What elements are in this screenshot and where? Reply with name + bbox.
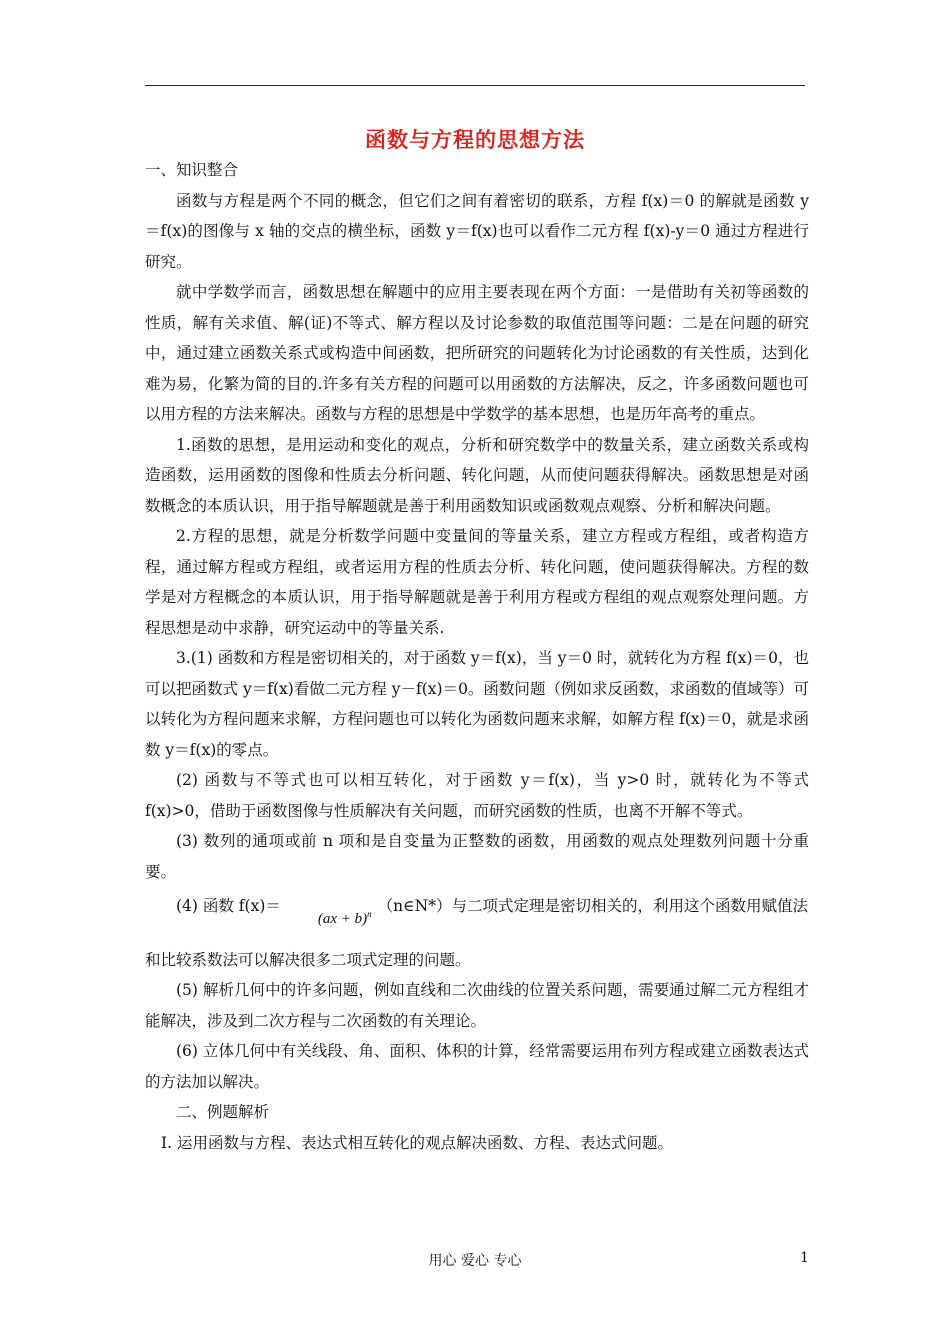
paragraph-10: (6) 立体几何中有关线段、角、面积、体积的计算，经常需要运用布列方程或建立函数表达式的方法加以解决。 [145,1042,809,1091]
paragraph-3: 1.函数的思想，是用运动和变化的观点，分析和研究数学中的数量关系，建立函数关系或构造函数，运用函数的图像和性质去分析问题、转化问题，从而使问题获得解决。函数思想是对函数概念的本质认识，用于指导解题就是善于利用函数知识或函数观点观察、分析和解决问题。 [145,435,809,515]
paragraph-8-lead: (4) 函数 f(x)＝ [176,897,281,915]
document-body [145,155,809,1158]
paragraph-8 [145,887,809,927]
paragraph-5: 3.(1) 函数和方程是密切相关的，对于函数 y＝f(x)，当 y＝0 时，就转化为方程 f(x)＝0，也可以把函数式 y＝f(x)看做二元方程 y－f(x)＝0。函数问题（例如求反函数，求函数的值域等）可以转化为方程问题来求解，方程问题也可以转化为函数问题来求解，如解方程 f(x)＝0，就是求函数 y＝f(x)的零点。 [145,649,809,759]
paragraph-6: (2) 函数与不等式也可以相互转化，对于函数 y＝f(x)，当 y>0 时，就转化为不等式 f(x)>0，借助于函数图像与性质解决有关问题，而研究函数的性质，也离不开解不等式。 [145,771,809,820]
paragraph-8-continued: 和比较系数法可以解决很多二项式定理的问题。 [145,950,471,969]
section-heading-1: 一、知识整合 [145,161,239,179]
paragraph-9: (5) 解析几何中的许多问题，例如直线和二次曲线的位置关系问题，需要通过解二元方程组才能解决，涉及到二次方程与二次函数的有关理论。 [145,981,809,1030]
example-item-1: Ⅰ. 运用函数与方程、表达式相互转化的观点解决函数、方程、表达式问题。 [161,1133,673,1152]
page-title: 函数与方程的思想方法 [365,127,585,152]
formula-exponent: n [367,909,372,919]
binomial-formula [287,899,372,935]
paragraph-2: 就中学数学而言，函数思想在解题中的应用主要表现在两个方面：一是借助有关初等函数的性质，解有关求值、解(证)不等式、解方程以及讨论参数的取值范围等问题：二是在问题的研究中，通过建立函数关系式或构造中间函数，把所研究的问题转化为讨论函数的有关性质，达到化难为易，化繁为简的目的.许多有关方程的问题可以用函数的方法解决，反之，许多函数问题也可以用方程的方法来解决。函数与方程的思想是中学数学的基本思想，也是历年高考的重点。 [145,283,809,423]
formula-spacer [145,923,809,945]
paragraph-4: 2.方程的思想，就是分析数学问题中变量间的等量关系，建立方程或方程组，或者构造方程，通过解方程或方程组，或者运用方程的性质去分析、转化问题，使问题获得解决。方程的数学是对方程概念的本质认识，用于指导解题就是善于利用方程或方程组的观点观察处理问题。方程思想是动中求静，研究运动中的等量关系. [145,527,809,637]
header-rule [145,85,805,86]
paragraph-7: (3) 数列的通项或前 n 项和是自变量为正整数的函数，用函数的观点处理数列问题十分重要。 [145,832,809,881]
paragraph-8-tail: （n∈N*）与二项式定理是密切相关的，利用这个函数用赋值法 [377,897,808,915]
page-number: 1 [800,1250,809,1266]
section-heading-2: 二、例题解析 [176,1103,270,1121]
paragraph-1: 函数与方程是两个不同的概念，但它们之间有着密切的联系，方程 f(x)＝0 的解就是函数 y＝f(x)的图像与 x 轴的交点的横坐标，函数 y＝f(x)也可以看作二元方程 f(x)-y＝0 通过方程进行研究。 [145,191,809,271]
formula-base: (ax + b) [317,911,368,927]
footer-slogan: 用心 爱心 专心 [428,1253,522,1269]
